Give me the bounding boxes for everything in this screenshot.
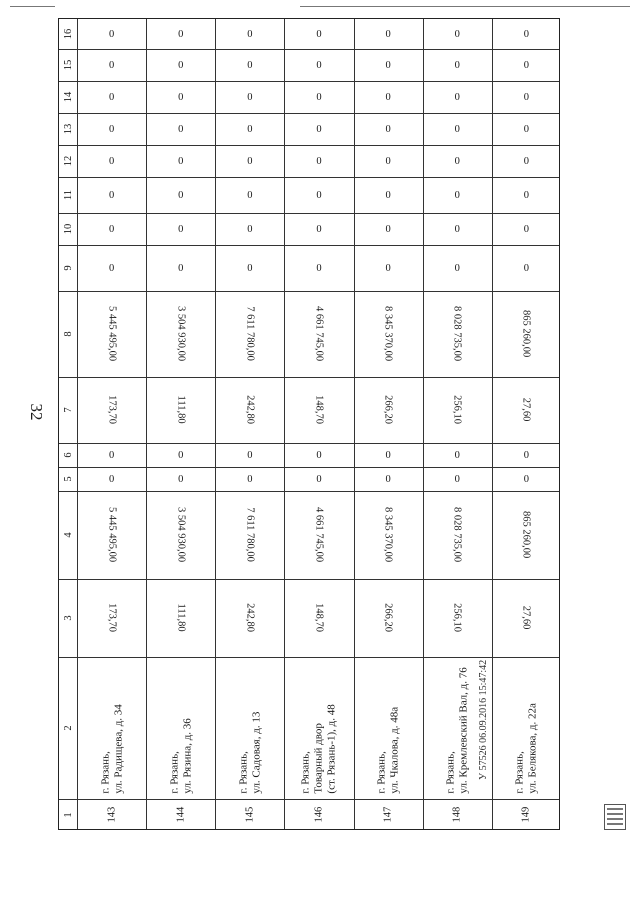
value-cell: 8 028 735,00 (451, 306, 463, 362)
zero-value-cell: 0 (108, 123, 115, 135)
column-header-number: 11 (62, 189, 74, 201)
zero-value-cell: 0 (316, 189, 322, 201)
value-cell: 27,60 (520, 398, 532, 422)
zero-value-cell: 0 (247, 28, 253, 40)
zero-value-cell: 0 (316, 59, 322, 71)
zero-value-cell: 0 (247, 449, 253, 461)
zero-value-cell: 0 (523, 123, 530, 135)
value-cell: 173,70 (106, 603, 118, 633)
zero-value-cell: 0 (385, 59, 391, 71)
zero-value-cell: 0 (178, 223, 184, 235)
address-line: Товарный двор (312, 723, 325, 794)
zero-value-cell: 0 (316, 91, 322, 103)
column-header-number: 8 (62, 331, 74, 337)
zero-value-cell: 0 (454, 59, 460, 71)
address-line: ул. Кремлевский Вал, д. 76 (457, 667, 470, 794)
column-header-number: 5 (62, 476, 74, 482)
address-line: г. Рязань, (513, 751, 526, 794)
zero-value-cell: 0 (385, 91, 391, 103)
column-header-number: 4 (62, 532, 74, 538)
column-header-number: 1 (62, 812, 74, 818)
value-cell: 5 445 495,00 (106, 306, 118, 362)
value-cell: 111,80 (175, 395, 187, 425)
address-line: ул. Чкалова, д. 48а (388, 707, 401, 794)
zero-value-cell: 0 (247, 155, 253, 167)
zero-value-cell: 0 (247, 473, 253, 485)
footer-timestamp: У 57526 06.09.2016 15:47:42 (478, 659, 489, 780)
zero-value-cell: 0 (454, 262, 460, 274)
row-number: 146 (313, 807, 325, 823)
row-number: 147 (382, 807, 394, 823)
address-line: г. Рязань, (236, 751, 249, 794)
zero-value-cell: 0 (523, 28, 530, 40)
zero-value-cell: 0 (385, 28, 391, 40)
column-header-number: 14 (62, 91, 74, 103)
zero-value-cell: 0 (316, 155, 322, 167)
zero-value-cell: 0 (385, 262, 391, 274)
zero-value-cell: 0 (178, 449, 184, 461)
value-cell: 8 345 370,00 (382, 507, 394, 563)
zero-value-cell: 0 (178, 262, 184, 274)
zero-value-cell: 0 (385, 155, 391, 167)
zero-value-cell: 0 (316, 28, 322, 40)
zero-value-cell: 0 (247, 59, 253, 71)
zero-value-cell: 0 (108, 91, 115, 103)
zero-value-cell: 0 (454, 189, 460, 201)
zero-value-cell: 0 (454, 449, 460, 461)
column-header-number: 6 (62, 452, 74, 458)
zero-value-cell: 0 (178, 59, 184, 71)
zero-value-cell: 0 (108, 223, 115, 235)
zero-value-cell: 0 (523, 59, 530, 71)
address-cell (77, 662, 146, 794)
address-line: г. Рязань, (98, 751, 111, 794)
zero-value-cell: 0 (178, 91, 184, 103)
zero-value-cell: 0 (108, 262, 115, 274)
address-cell (284, 662, 353, 794)
address-line: (ст. Рязань-1), д. 48 (325, 704, 338, 794)
zero-value-cell: 0 (178, 473, 184, 485)
column-header-number: 16 (62, 28, 74, 40)
value-cell: 256,10 (451, 395, 463, 425)
zero-value-cell: 0 (523, 449, 530, 461)
value-cell: 242,80 (244, 603, 256, 633)
zero-value-cell: 0 (523, 262, 530, 274)
zero-value-cell: 0 (108, 473, 115, 485)
zero-value-cell: 0 (385, 449, 391, 461)
top-rule-right (300, 6, 630, 7)
value-cell: 3 504 930,00 (175, 507, 187, 563)
row-number: 149 (520, 807, 532, 823)
address-line: ул. Радищева, д. 34 (111, 704, 124, 794)
zero-value-cell: 0 (454, 473, 460, 485)
value-cell: 266,20 (382, 395, 394, 425)
zero-value-cell: 0 (316, 223, 322, 235)
zero-value-cell: 0 (454, 91, 460, 103)
zero-value-cell: 0 (385, 189, 391, 201)
column-header-number: 9 (62, 265, 74, 271)
value-cell: 3 504 930,00 (175, 306, 187, 362)
value-cell: 4 661 745,00 (313, 507, 325, 563)
column-header-number: 10 (62, 223, 74, 235)
value-cell: 27,60 (520, 606, 532, 630)
zero-value-cell: 0 (385, 473, 391, 485)
zero-value-cell: 0 (385, 223, 391, 235)
value-cell: 4 661 745,00 (313, 306, 325, 362)
row-number: 145 (244, 807, 256, 823)
zero-value-cell: 0 (178, 155, 184, 167)
address-line: ул. Белякова, д. 22а (526, 703, 539, 794)
address-cell (354, 662, 423, 794)
value-cell: 7 611 780,00 (244, 507, 256, 563)
zero-value-cell: 0 (454, 28, 460, 40)
zero-value-cell: 0 (385, 123, 391, 135)
zero-value-cell: 0 (523, 189, 530, 201)
zero-value-cell: 0 (316, 449, 322, 461)
value-cell: 242,80 (244, 395, 256, 425)
value-cell: 256,10 (451, 603, 463, 633)
zero-value-cell: 0 (247, 91, 253, 103)
zero-value-cell: 0 (178, 123, 184, 135)
zero-value-cell: 0 (247, 189, 253, 201)
zero-value-cell: 0 (247, 123, 253, 135)
value-cell: 8 028 735,00 (451, 507, 463, 563)
value-cell: 266,20 (382, 603, 394, 633)
column-header-number: 15 (62, 59, 74, 71)
zero-value-cell: 0 (523, 223, 530, 235)
zero-value-cell: 0 (316, 262, 322, 274)
address-line: ул. Рязина, д. 36 (180, 718, 193, 794)
address-line: ул. Садовая, д. 13 (249, 712, 262, 794)
zero-value-cell: 0 (523, 473, 530, 485)
value-cell: 7 611 780,00 (244, 306, 256, 362)
zero-value-cell: 0 (454, 223, 460, 235)
zero-value-cell: 0 (247, 223, 253, 235)
zero-value-cell: 0 (108, 155, 115, 167)
value-cell: 8 345 370,00 (382, 306, 394, 362)
zero-value-cell: 0 (108, 59, 115, 71)
column-header-number: 7 (62, 407, 74, 413)
zero-value-cell: 0 (108, 28, 115, 40)
column-header-number: 13 (62, 123, 74, 135)
address-line: г. Рязань, (444, 751, 457, 794)
zero-value-cell: 0 (523, 155, 530, 167)
zero-value-cell: 0 (316, 123, 322, 135)
row-number: 143 (106, 807, 118, 823)
value-cell: 111,80 (175, 603, 187, 633)
zero-value-cell: 0 (108, 189, 115, 201)
column-header-number: 2 (62, 725, 74, 731)
column-header-number: 3 (62, 615, 74, 621)
value-cell: 865 260,00 (520, 310, 532, 358)
zero-value-cell: 0 (247, 262, 253, 274)
zero-value-cell: 0 (178, 28, 184, 40)
zero-value-cell: 0 (108, 449, 115, 461)
row-number: 148 (451, 807, 463, 823)
value-cell: 173,70 (106, 395, 118, 425)
zero-value-cell: 0 (523, 91, 530, 103)
stamp-icon (604, 804, 626, 830)
address-cell (492, 662, 561, 794)
value-cell: 865 260,00 (520, 511, 532, 559)
value-cell: 5 445 495,00 (106, 507, 118, 563)
column-header-number: 12 (62, 155, 74, 167)
top-rule-left (10, 6, 55, 7)
address-line: г. Рязань, (375, 751, 388, 794)
address-line: г. Рязань, (299, 751, 312, 794)
zero-value-cell: 0 (454, 123, 460, 135)
zero-value-cell: 0 (454, 155, 460, 167)
value-cell: 148,70 (313, 603, 325, 633)
address-cell (146, 662, 215, 794)
address-cell (215, 662, 284, 794)
zero-value-cell: 0 (316, 473, 322, 485)
page-number: 32 (27, 403, 46, 421)
address-line: г. Рязань, (167, 751, 180, 794)
zero-value-cell: 0 (178, 189, 184, 201)
value-cell: 148,70 (313, 395, 325, 425)
row-number: 144 (175, 807, 187, 823)
